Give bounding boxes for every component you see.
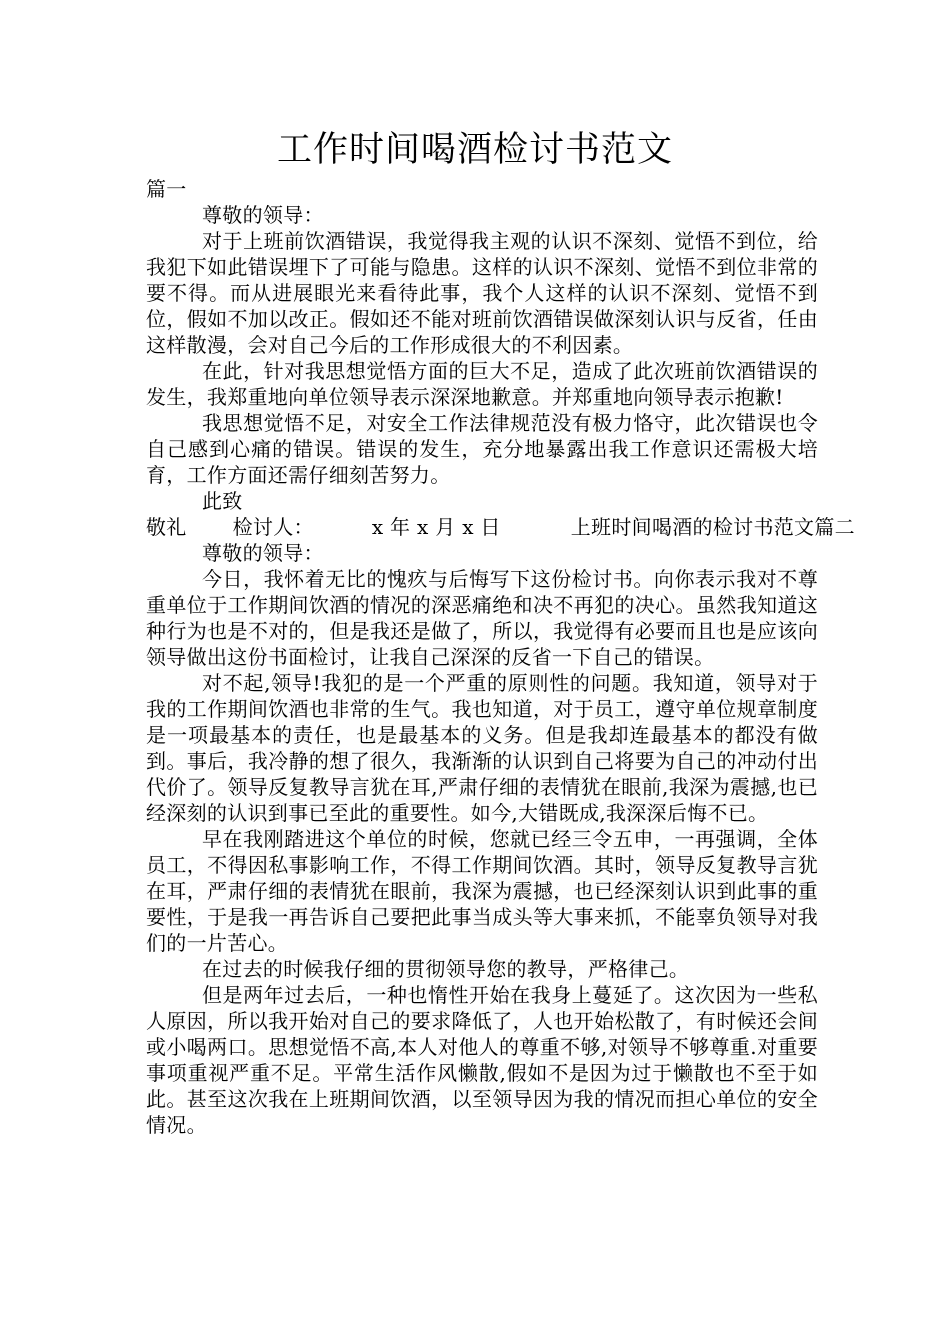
section1-heading: 篇一 [146,177,187,201]
section1-paragraph-2: 在此，针对我思想觉悟方面的巨大不足，造成了此次班前饮酒错误的发生，我郑重地向单位领导表示深深地歉意。并郑重地向领导表示抱歉! [146,359,818,409]
section1-paragraph-1: 对于上班前饮酒错误，我觉得我主观的认识不深刻、觉悟不到位，给我犯下如此错误埋下了可能与隐患。这样的认识不深刻、觉悟不到位非常的要不得。而从进展眼光来看待此事，我个人这样的认识不深刻、觉悟不到位，假如不加以改正。假如还不能对班前饮酒错误做深刻认识与反省，任由这样散漫，会对自己今后的工作形成很大的不利因素。 [146,229,818,357]
section2-paragraph-2: 对不起,领导!我犯的是一个严重的原则性的问题。我知道，领导对于我的工作期间饮酒也非常的生气。我也知道，对于员工，遵守单位规章制度是一项最基本的责任，也是最基本的义务。但是我却连最基本的都没有做到。事后，我冷静的想了很久，我渐渐的认识到自己将要为自己的冲动付出代价了。领导反复教导言犹在耳,严肃仔细的表情犹在眼前,我深为震撼,也已经深刻的认识到事已至此的重要性。如今,大错既成,我深深后悔不已。 [146,671,818,825]
section2-salutation: 尊敬的领导： [202,541,324,565]
signer-label: 检讨人： [232,515,314,539]
regards-text: 敬礼 [146,515,187,539]
section1-salutation: 尊敬的领导： [202,203,324,227]
section2-paragraph-1: 今日，我怀着无比的愧疚与后悔写下这份检讨书。向你表示我对不尊重单位于工作期间饮酒的情况的深恶痛绝和决不再犯的决心。虽然我知道这种行为也是不对的，但是我还是做了，所以，我觉得有必要而且也是应该向领导做出这份书面检讨，让我自己深深的反省一下自己的错误。 [146,567,818,669]
section1-closing: 此致 [202,489,243,513]
section2-heading: 上班时间喝酒的检讨书范文篇二 [570,515,855,539]
section1-signoff [146,514,855,540]
section2-paragraph-4: 在过去的时候我仔细的贯彻领导您的教导，严格律己。 [202,957,690,981]
section1-paragraph-3: 我思想觉悟不足，对安全工作法律规范没有极力恪守，此次错误也令自己感到心痛的错误。错误的发生，充分地暴露出我工作意识还需极大培育，工作方面还需仔细刻苦努力。 [146,411,818,487]
document-body [146,176,855,1138]
document-title: 工作时间喝酒检讨书范文 [276,130,673,170]
signoff-date: x 年 x 月 x 日 [371,515,501,539]
section2-paragraph-3: 早在我刚踏进这个单位的时候，您就已经三令五申，一再强调，全体员工，不得因私事影响工作，不得工作期间饮酒。其时，领导反复教导言犹在耳，严肃仔细的表情犹在眼前，我深为震撼，也已经深刻认识到此事的重要性，于是我一再告诉自己要把此事当成头等大事来抓，不能辜负领导对我们的一片苦心。 [146,827,818,955]
section2-paragraph-5: 但是两年过去后，一种也惰性开始在我身上蔓延了。这次因为一些私人原因，所以我开始对自己的要求降低了，人也开始松散了，有时候还会间或小喝两口。思想觉悟不高,本人对他人的尊重不够,对领导不够尊重.对重要事项重视严重不足。平常生活作风懒散,假如不是因为过于懒散也不至于如此。甚至这次我在上班期间饮酒，以至领导因为我的情况而担心单位的安全情况。 [146,983,818,1137]
